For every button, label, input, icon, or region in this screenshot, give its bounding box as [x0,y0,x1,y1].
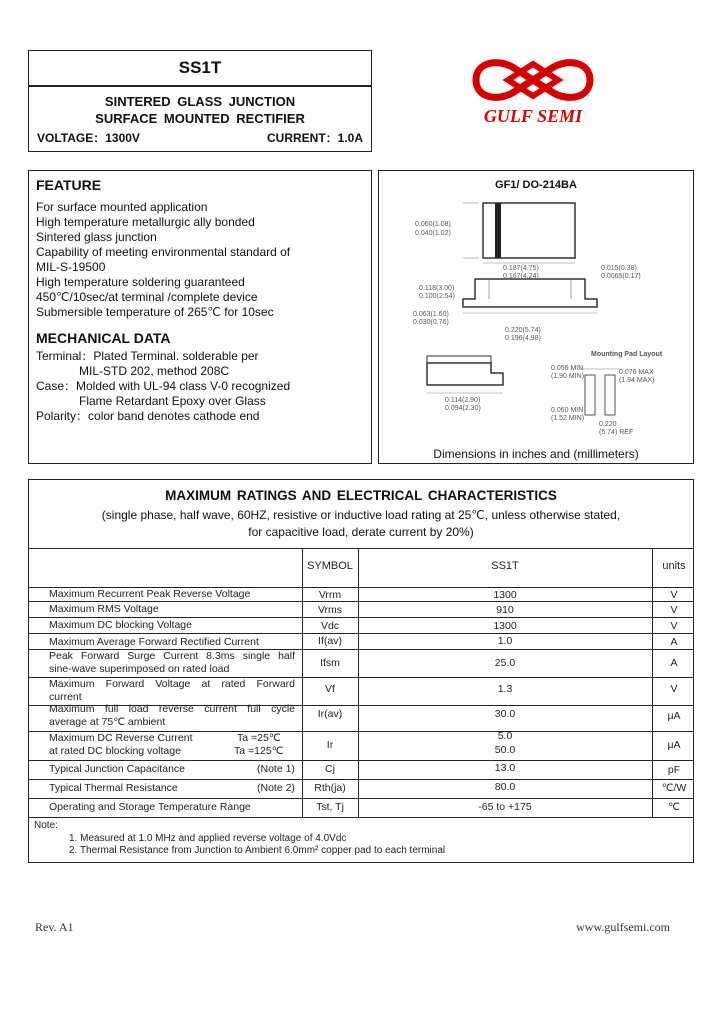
param-unit: μA [667,710,681,722]
param-symbol: Vrms [317,604,343,616]
param-value: 25.0 [494,657,516,669]
param-unit: V [670,620,678,632]
ratings-title: MAXIMUM RATINGS AND ELECTRICAL CHARACTERISTICS [165,488,557,503]
current-spec: CURRENT：1.0A [266,131,363,145]
param-name: Typical Thermal Resistance [49,782,178,794]
feature-item: For surface mounted application [36,200,208,214]
param-unit: μA [667,739,681,751]
part-number-box [28,50,372,86]
dim-label: 0.0065(0.17) [601,273,641,280]
param-symbol: Ifsm [320,657,340,669]
gulf-semi-logo [468,54,598,126]
param-condition: Ta =25℃ [237,732,281,744]
dim-label: 0.060(1.08) [415,221,451,228]
param-unit: A [670,636,678,648]
dim-label: 0.118(3.00) [419,285,455,292]
param-name: Maximum Recurrent Peak Reverse Voltage [49,588,251,600]
param-name: Maximum Forward Voltage at rated Forward [49,678,295,690]
param-name: Maximum Average Forward Rectified Current [49,636,259,648]
param-symbol: Cj [325,763,335,775]
dim-label: 0.056 MIN [551,365,584,372]
ratings-table [28,479,694,863]
dim-label: (5.74) REF [599,429,634,436]
part-number: SS1T [178,58,222,77]
param-name: Peak Forward Surge Current 8.3ms single half [49,650,295,662]
feature-item: High temperature metallurgic ally bonded [36,215,255,229]
dim-label: 0.040(1.02) [415,230,451,237]
param-name: sine-wave superimposed on rated load [49,663,230,675]
dim-label: (1.90 MIN) [551,373,585,380]
feature-item: High temperature soldering guaranteed [36,275,245,289]
param-value: 80.0 [494,781,516,793]
param-value: 910 [496,604,514,616]
param-unit: pF [667,764,681,776]
param-name: current [49,691,82,703]
param-value: 1300 [493,589,517,601]
param-note: (Note 2) [257,782,295,794]
voltage-spec: VOLTAGE：1300V [37,131,140,145]
dim-label: 0.060 MIN [551,407,584,414]
param-value: 1.3 [497,683,513,695]
mechanical-item: MIL-STD 202, method 208C [79,364,230,378]
description-line-1: SINTERED GLASS JUNCTION [104,94,296,109]
package-drawing-box [378,170,694,464]
param-unit: ℃/W [661,782,687,794]
ratings-conditions: for capacitive load, derate current by 20%) [248,525,474,539]
dim-label: 0.114(2.90) [445,397,481,404]
logo-emblem-icon [468,54,598,106]
note-1: 1. Measured at 1.0 MHz and applied reverse voltage of 4.0Vdc [69,833,347,844]
param-unit: A [670,657,678,669]
param-name: Maximum full load reverse current full cycle [49,703,295,715]
feature-item: Submersible temperature of 265℃ for 10sec [36,305,274,319]
feature-item: MIL-S-19500 [36,260,106,274]
param-value: -65 to +175 [478,801,532,813]
param-name: Maximum RMS Voltage [49,603,159,615]
param-value: 13.0 [494,762,516,774]
row-divider [29,548,693,549]
param-symbol: Vrrm [318,589,342,601]
ratings-conditions: (single phase, half wave, 60HZ, resistive or inductive load rating at 25℃, unless otherwise stated, [101,508,621,522]
param-symbol: Rth(ja) [314,782,346,794]
dim-label: 0.167(4.24) [503,273,539,280]
feature-title: FEATURE [36,177,102,193]
description-box [28,86,372,152]
package-title: GF1/ DO-214BA [495,179,577,191]
param-value: 1.0 [497,635,513,647]
revision-label: Rev. A1 [35,920,74,934]
param-unit: V [670,589,678,601]
description-line-2: SURFACE MOUNTED RECTIFIER [95,111,305,126]
dim-label: (1.52 MIN) [551,415,585,422]
param-unit: V [670,683,678,695]
param-name: Maximum DC blocking Voltage [49,619,192,631]
mounting-pad-title: Mounting Pad Layout [591,351,663,358]
col-header-symbol: SYMBOL [307,560,353,572]
row-divider [29,817,693,818]
param-symbol: Vf [325,683,335,695]
param-value: 30.0 [494,708,516,720]
feature-box [28,170,372,464]
dim-label: 0.094(2.30) [445,405,481,412]
param-name: at rated DC blocking voltage [49,745,181,757]
param-symbol: Tst, Tj [316,801,344,813]
param-name: average at 75℃ ambient [49,716,166,728]
param-value: 5.0 [497,730,513,742]
dim-label: 0.187(4.75) [503,265,539,272]
param-note: (Note 1) [257,763,295,775]
dim-label: 0.220(5.74) [505,327,541,334]
dim-label: 0.220 [599,421,617,428]
mechanical-item: Terminal：Plated Terminal. solderable per [36,349,259,363]
mechanical-title: MECHANICAL DATA [36,330,171,346]
feature-item: 450℃/10sec/at terminal /complete device [36,290,258,304]
param-name: Typical Junction Capacitance [49,763,185,775]
col-header-part: SS1T [491,560,519,572]
param-unit: ℃ [668,801,680,813]
dim-label: 0.063(1.60) [413,311,449,318]
param-symbol: Ir(av) [317,708,343,720]
dimensions-caption: Dimensions in inches and (millimeters) [433,447,639,461]
row-divider [29,633,693,634]
website-link[interactable]: www.gulfsemi.com [576,920,670,934]
param-name: Maximum DC Reverse Current [49,732,193,744]
param-condition: Ta =125℃ [234,745,284,757]
mechanical-item: Case：Molded with UL-94 class V-0 recognized [36,379,291,393]
row-divider [29,601,693,602]
dim-label: (1.94 MAX) [619,377,655,384]
param-symbol: If(av) [318,635,342,647]
param-value: 50.0 [494,744,516,756]
feature-item: Sintered glass junction [36,230,157,244]
param-value: 1300 [493,620,517,632]
package-outline-drawing [379,171,693,441]
note-2: 2. Thermal Resistance from Junction to Ambient 6.0mm² copper pad to each terminal [69,845,446,856]
logo-text: GULF SEMI [483,106,583,126]
mechanical-item: Flame Retardant Epoxy over Glass [79,394,266,408]
param-name: Operating and Storage Temperature Range [49,801,251,813]
row-divider [29,798,693,799]
dim-label: 0.030(0.76) [413,319,449,326]
param-unit: V [670,604,678,616]
note-label: Note: [34,820,58,831]
dim-label: 0.100(2.54) [419,293,455,300]
dim-label: 0.076 MAX [619,369,654,376]
col-header-units: units [662,560,686,572]
feature-item: Capability of meeting environmental standard of [36,245,291,259]
row-divider [29,617,693,618]
dim-label: 0.015(0.38) [601,265,637,272]
param-symbol: Vdc [320,620,340,632]
dim-label: 0.196(4.98) [505,335,541,342]
param-symbol: Ir [326,739,334,751]
row-divider [29,779,693,780]
row-divider [29,760,693,761]
mechanical-item: Polarity：color band denotes cathode end [36,409,260,423]
